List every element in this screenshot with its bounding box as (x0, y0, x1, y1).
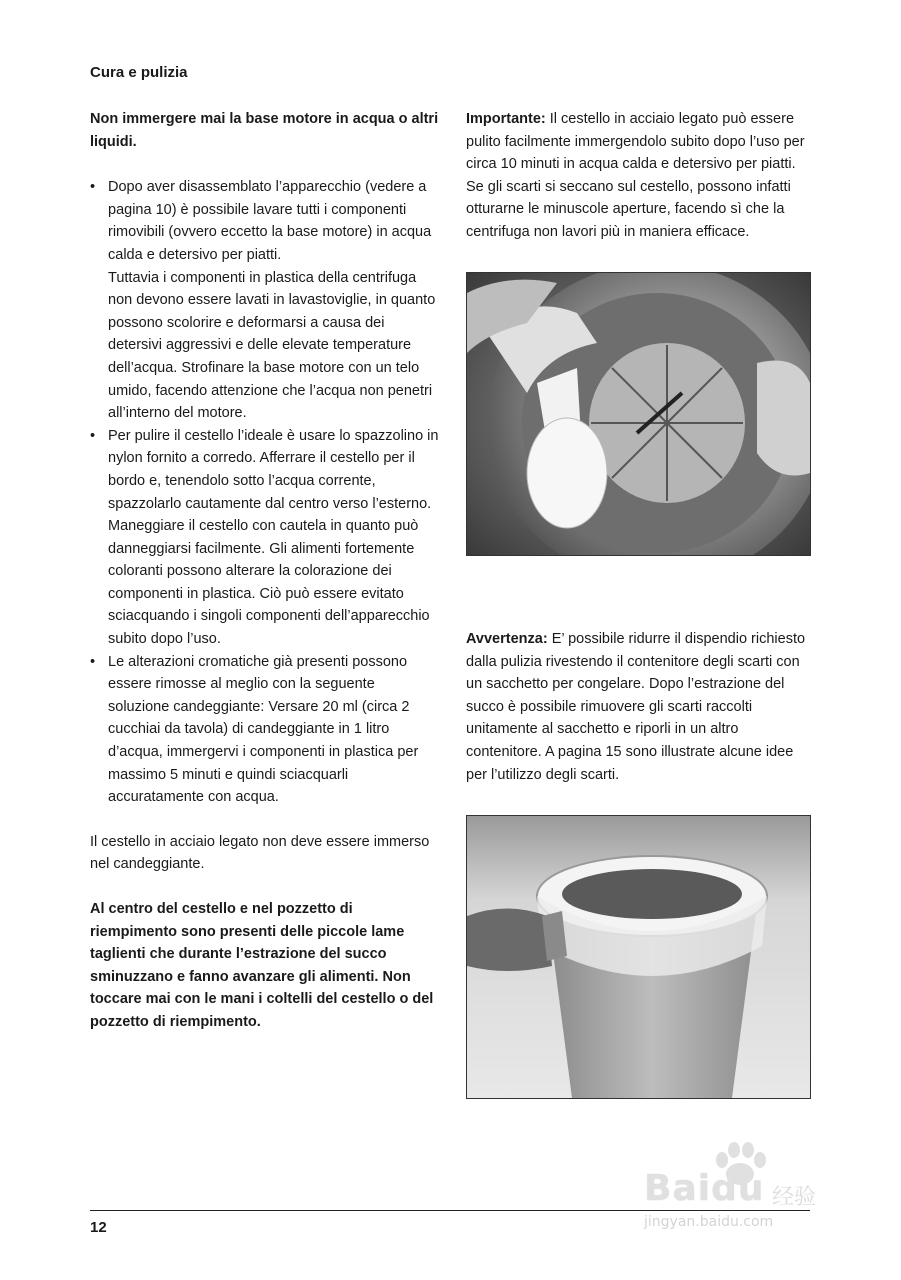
blade-warning: Al centro del cestello e nel pozzetto di riempimento sono presenti delle piccole lame taglienti che durante l’estrazione del succo sminuzzano e fanno avanzare gli alimenti. Non toccare mai con le mani i coltelli del cestello o del pozzetto di riempimento. (90, 901, 434, 1030)
baidu-watermark (640, 1140, 840, 1240)
section-title: Cura e pulizia (90, 64, 188, 81)
important-label: Importante: (466, 111, 546, 127)
watermark-url: jingyan.baidu.com (644, 1214, 774, 1230)
motor-warning: Non immergere mai la base motore in acqua o altri liquidi. (90, 111, 439, 150)
left-column (90, 108, 440, 1034)
list-item (90, 176, 440, 425)
bleach-note: Il cestello in acciaio legato non deve essere immerso nel candeggiante. (90, 833, 430, 873)
cleaning-steps-list (90, 176, 440, 809)
tip-paragraph (466, 628, 816, 786)
list-item-text: Dopo aver disassemblato l’apparecchio (vedere a pagina 10) è possibile lavare tutti i componenti rimovibili (ovvero eccetto la base motore) in acqua calda e detersivo per piatti. (108, 179, 432, 263)
list-item-text: Le alterazioni cromatiche già presenti possono essere rimosse al meglio con la seguente soluzione candeggiante: Versare 20 ml (circa 2 cucchiai da tavola) di candeggiante in 1 litro d’acqua, immergervi i componenti in plastica per massimo 5 minuti e quindi sciacquarli accuratamente con acqua. (108, 653, 419, 806)
right-column (466, 108, 816, 244)
tip-label: Avvertenza: (466, 631, 548, 647)
watermark-brand: Baidu (644, 1168, 765, 1209)
page-number: 12 (90, 1219, 107, 1236)
tip-text: E’ possibile ridurre il dispendio richiesto dalla pulizia rivestendo il contenitore degli scarti con un sacchetto per congelare. Dopo l’estrazione del succo è possibile rimuovere gli scarti raccolti unitamente al sacchetto e riporli in un altro contenitore. A pagina 15 sono illustrate alcune idee per l’utilizzo degli scarti. (466, 631, 806, 783)
list-item (90, 651, 440, 809)
basket-cleaning-photo (466, 272, 811, 556)
list-item-text: Per pulire il cestello l’ideale è usare lo spazzolino in nylon fornito a corredo. Afferrare il cestello per il bordo e, tenendolo sotto l’acqua corrente, spazzolarlo cautamente dal centro verso l’esterno. Maneggiare il cestello con cautela in quanto può danneggiarsi facilmente. Gli alimenti fortemente coloranti possono alterare la colorazione dei componenti in plastica. Ciò può essere evitato sciacquando i singoli componenti dell’apparecchio subito dopo l’uso. (108, 427, 439, 648)
important-text: Il cestello in acciaio legato può essere pulito facilmente immergendolo subito dopo l’uso per circa 10 minuti in acqua calda e detersivo per piatti. Se gli scarti si seccano sul cestello, possono infatti otturarne le minuscole aperture, facendo sì che la centrifuga non lavori più in maniera efficace. (466, 111, 805, 240)
watermark-cn: 经验 (772, 1185, 817, 1210)
list-item-continuation: Tuttavia i componenti in plastica della centrifuga non devono essere lavati in lavastoviglie, in quanto possono scolorire e deformarsi a causa dei detersivi aggressivi e delle elevate temperature dell’acqua. Strofinare la base motore con un telo umido, facendo attenzione che l’acqua non penetri all’interno del motore. (108, 269, 436, 422)
tip-block (466, 628, 816, 786)
list-item (90, 425, 440, 651)
bag-container-photo (466, 815, 811, 1099)
important-paragraph (466, 108, 816, 244)
